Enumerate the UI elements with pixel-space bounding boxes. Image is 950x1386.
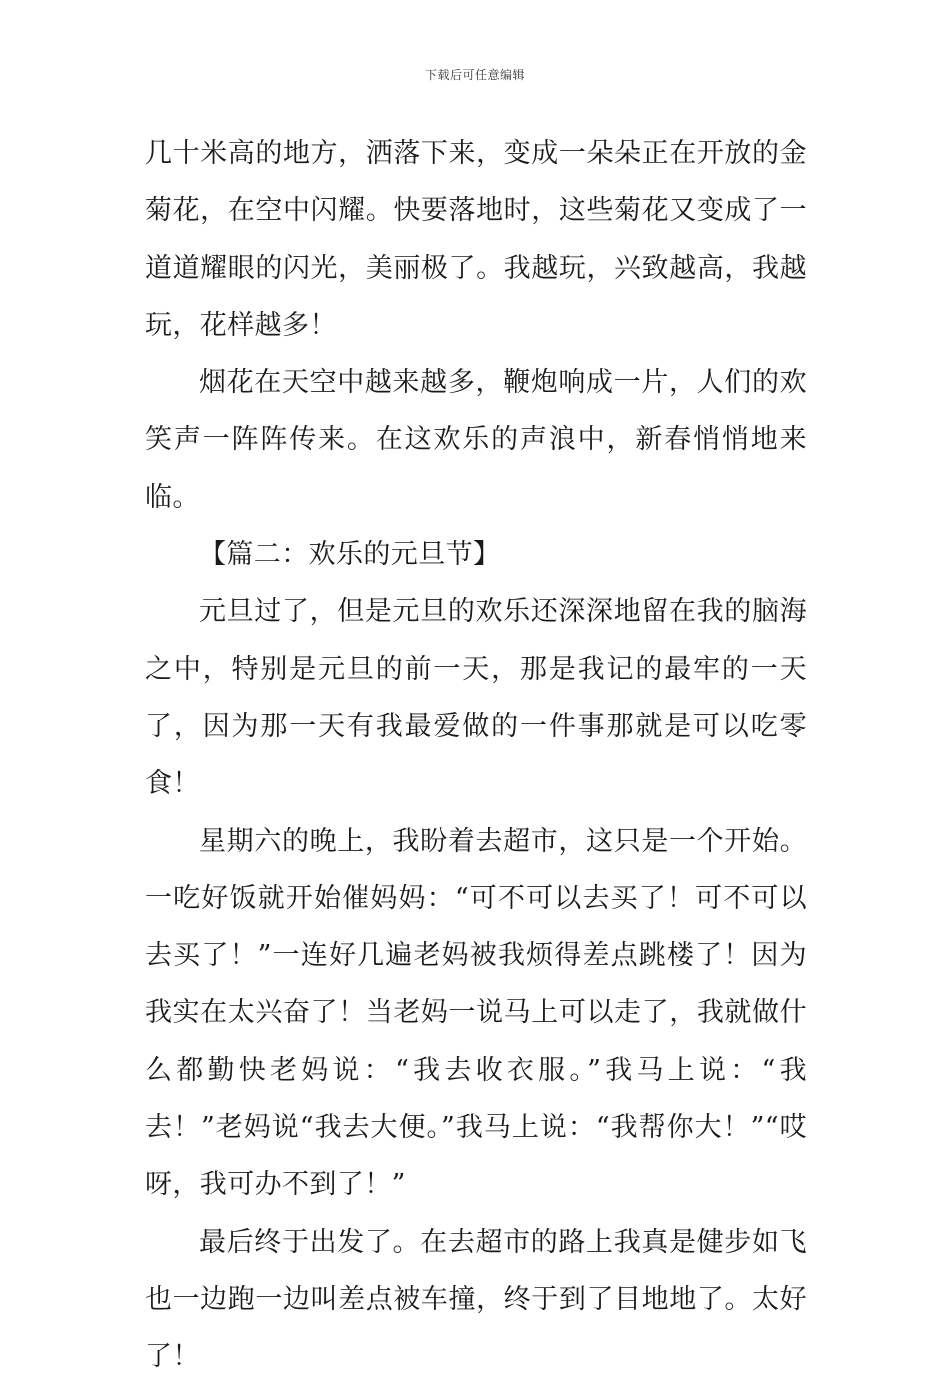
paragraph-new-year-memory: 元旦过了，但是元旦的欢乐还深深地留在我的脑海之中，特别是元旦的前一天，那是我记的最牢的一天了，因为那一天有我最爱做的一件事那就是可以吃零食！ — [145, 596, 807, 800]
page-header-note: 下载后可任意编辑 — [424, 68, 525, 82]
paragraph-new-year-arrives: 烟花在天空中越来越多，鞭炮响成一片，人们的欢笑声一阵阵传来。在这欢乐的声浪中，新春悄悄地来临。 — [145, 367, 807, 513]
paragraph-fireworks-continued: 几十米高的地方，洒落下来，变成一朵朵正在开放的金菊花，在空中闪耀。快要落地时，这些菊花又变成了一道道耀眼的闪光，美丽极了。我越玩，兴致越高，我越玩，花样越多！ — [145, 138, 807, 341]
paragraph-departure: 最后终于出发了。在去超市的路上我真是健步如飞也一边跑一边叫差点被车撞，终于到了目地地了。太好了！ — [145, 1226, 807, 1373]
paragraph-saturday-evening: 星期六的晚上，我盼着去超市，这只是一个开始。一吃好饭就开始催妈妈：“可不可以去买了！可不可以去买了！”一连好几遍老妈被我烦得差点跳楼了！因为我实在太兴奋了！当老妈一说马上可以走了，我就做什么都勤快老妈说：“我去收衣服。”我马上说：“我去！”老妈说“我去大便。”我马上说：“我帮你大！”“哎呀，我可办不到了！” — [145, 825, 807, 1201]
document-body — [145, 125, 807, 1386]
section-heading-part-two: 【篇二：欢乐的元旦节】 — [199, 539, 501, 571]
